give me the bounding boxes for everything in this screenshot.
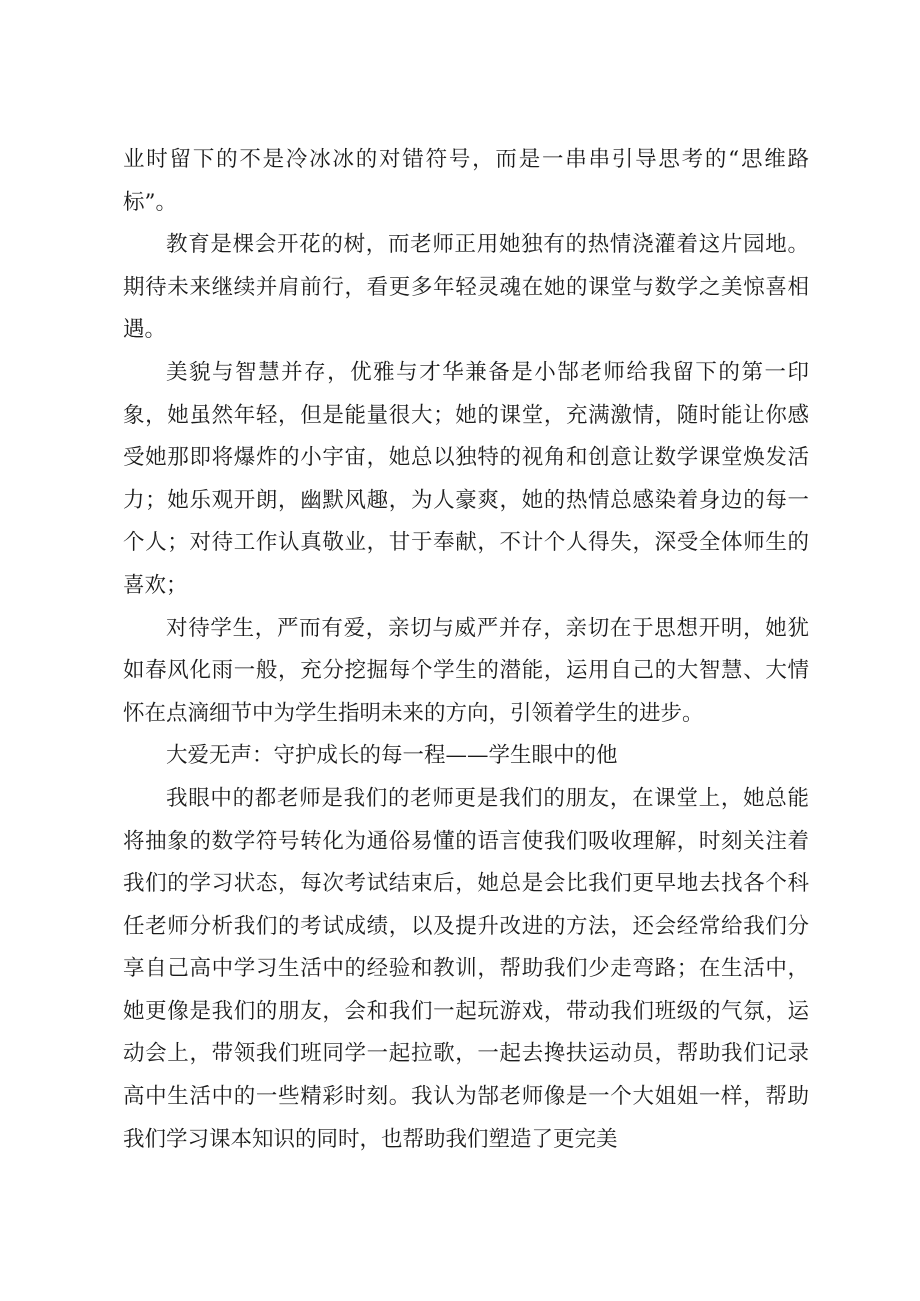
paragraph-first-impression: 美貌与智慧并存，优雅与才华兼备是小郜老师给我留下的第一印象，她虽然年轻，但是能量很大；她的课堂，充满激情，随时能让你感受她那即将爆炸的小宇宙，她总以独特的视角和创意让数学课堂焕发活力；她乐观开朗，幽默风趣，为人豪爽，她的热情总感染着身边的每一个人；对待工作认真敬业，甘于奉献，不计个人得失，深受全体师生的喜欢； [123,359,809,598]
paragraph-continuation: 业时留下的不是冷冰冰的对错符号，而是一串串引导思考的“思维路标”。 [123,147,809,215]
section-heading: 大爱无声：守护成长的每一程——学生眼中的他 [166,743,618,769]
paragraph-education-tree: 教育是棵会开花的树，而老师正用她独有的热情浇灌着这片园地。期待未来继续并肩前行，看更多年轻灵魂在她的课堂与数学之美惊喜相遇。 [123,232,809,343]
paragraph-treating-students: 对待学生，严而有爱，亲切与威严并存，亲切在于思想开明，她犹如春风化雨一般，充分挖掘每个学生的潜能，运用自己的大智慧、大情怀在点滴细节中为学生指明未来的方向，引领着学生的进步。 [123,615,809,726]
document-body [123,139,809,1161]
paragraph-student-view: 我眼中的都老师是我们的老师更是我们的朋友，在课堂上，她总能将抽象的数学符号转化为通俗易懂的语言使我们吸收理解，时刻关注着我们的学习状态，每次考试结束后，她总是会比我们更早地去找各个科任老师分析我们的考试成绩，以及提升改进的方法，还会经常给我们分享自己高中学习生活中的经验和教训，帮助我们少走弯路；在生活中，她更像是我们的朋友，会和我们一起玩游戏，带动我们班级的气氛，运动会上，带领我们班同学一起拉歌，一起去搀扶运动员，帮助我们记录高中生活中的一些精彩时刻。我认为郜老师像是一个大姐姐一样，帮助我们学习课本知识的同时，也帮助我们塑造了更完美 [123,785,809,1152]
